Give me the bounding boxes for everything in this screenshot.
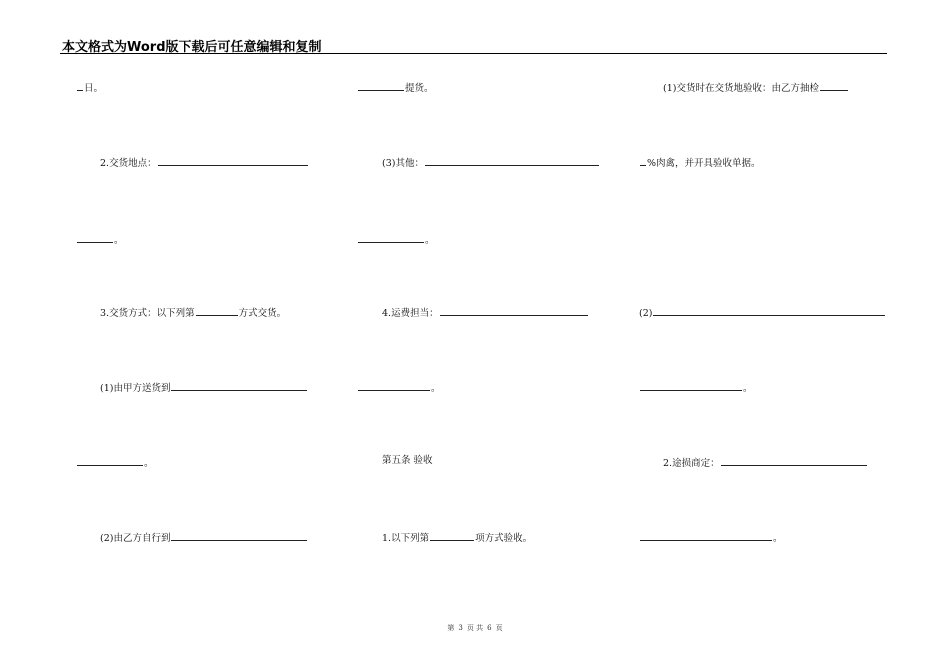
fill-blank [721,455,867,466]
col2-line5: 。 [357,380,441,395]
col2-line1: 提货。 [357,80,434,95]
col1-line5: (1)由甲方送货到 [100,380,308,395]
fill-blank [425,155,599,166]
fill-blank [77,80,83,91]
col1-line4: 3.交货方式：以下列第 方式交货。 [100,305,286,320]
fill-blank [358,80,404,91]
col2-line4: 4.运费担当： [382,305,589,320]
fill-blank [440,305,588,316]
fill-blank [158,155,308,166]
fill-blank [640,155,646,166]
col3-line2: %肉禽，并开具验收单据。 [639,155,761,170]
fill-blank [77,232,113,243]
col1-line1: 日。 [76,80,103,95]
col3-line1: (1)交货时在交货地验收：由乙方抽检 [663,80,849,95]
col1-line3: 。 [76,232,124,247]
page-number-footer: 第 3 页 共 6 页 [447,624,503,632]
col2-line3: 。 [357,232,435,247]
col3-line5: 。 [639,380,753,395]
fill-blank [358,380,430,391]
fill-blank [358,232,424,243]
page-header-title: 本文格式为Word版下载后可任意编辑和复制 [62,40,322,55]
current-page-number: 3 [458,624,463,632]
fill-blank [77,455,143,466]
col3-line6: 2.途损商定： [663,455,868,470]
col1-line7: (2)由乙方自行到 [100,530,308,545]
fill-blank [640,530,772,541]
fill-blank [640,380,742,391]
col2-line7: 1.以下列第 项方式验收。 [382,530,532,545]
header-divider [60,53,887,54]
col1-line2: 2.交货地点： [100,155,309,170]
col3-line7: 。 [639,530,783,545]
total-page-count: 6 [487,624,492,632]
col2-line2: (3)其他： [382,155,600,170]
col3-line4: (2) [639,305,886,320]
fill-blank [171,530,307,541]
fill-blank [653,305,885,316]
col2-section-heading: 第五条 验收 [382,455,433,466]
fill-blank [171,380,307,391]
col1-line6: 。 [76,455,154,470]
fill-blank [196,305,238,316]
fill-blank [430,530,474,541]
fill-blank [820,80,848,91]
